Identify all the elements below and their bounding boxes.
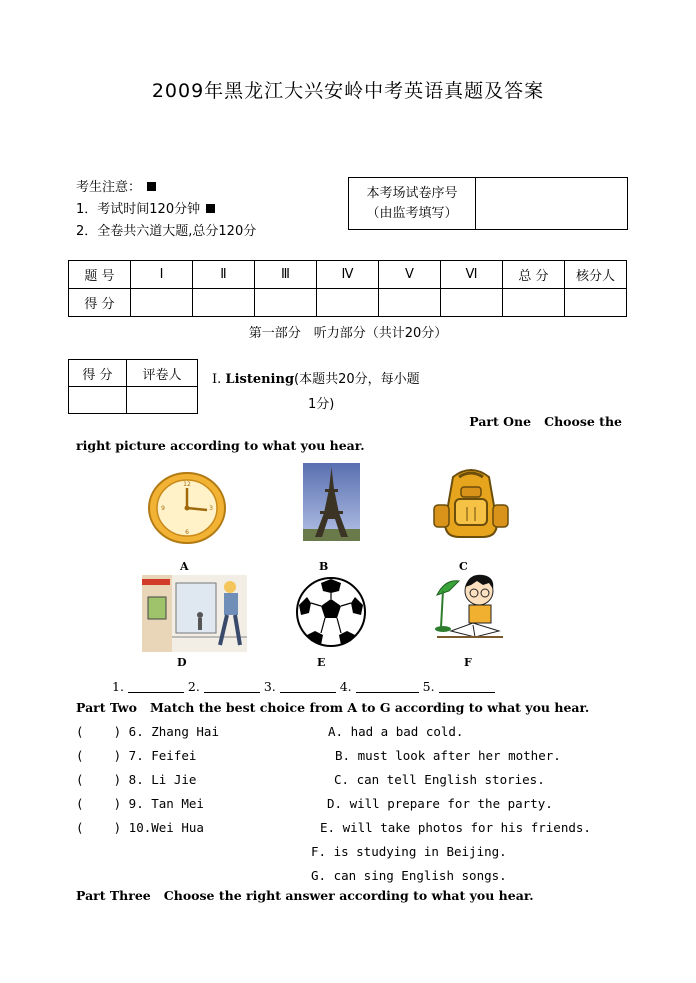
score-table	[68, 260, 627, 317]
part-two-heading: Part Two Match the best choice from A to G according to what you hear.	[76, 700, 590, 715]
score-cell[interactable]	[317, 289, 379, 317]
notes-item-1: 1．考试时间120分钟	[76, 202, 201, 217]
score-cell[interactable]	[193, 289, 255, 317]
question-numeral: Ⅰ.	[212, 372, 222, 387]
svg-text:6: 6	[185, 529, 189, 536]
picture-label: E	[317, 656, 326, 669]
section-heading: 第一部分 听力部分（共计20分）	[248, 326, 448, 341]
match-row-right: A. had a bad cold.	[328, 724, 464, 739]
match-row-right: D. will prepare for the party.	[327, 796, 553, 811]
match-row-left: ( ) 8. Li Jie	[76, 772, 197, 787]
score-header-cell: Ⅲ	[255, 261, 317, 289]
answer-blank-1[interactable]	[128, 692, 184, 693]
svg-text:9: 9	[161, 505, 165, 512]
svg-text:3: 3	[209, 505, 213, 512]
score-cell[interactable]	[441, 289, 503, 317]
backpack-icon	[431, 463, 511, 543]
studying-boy-icon	[433, 571, 505, 643]
answer-blank-5[interactable]	[439, 692, 495, 693]
score-header-cell: Ⅱ	[193, 261, 255, 289]
score-header-cell: Ⅵ	[441, 261, 503, 289]
eiffel-tower-icon	[303, 463, 360, 541]
soccer-ball-icon	[295, 575, 367, 649]
question-desc: (本题共20分，每小题	[294, 372, 420, 387]
grader-score-label: 得 分	[69, 360, 127, 387]
match-row-left: ( ) 6. Zhang Hai	[76, 724, 219, 739]
match-row-right: B. must look after her mother.	[335, 748, 561, 763]
match-row-right: E. will take photos for his friends.	[320, 820, 591, 835]
question-points: 1分)	[308, 397, 335, 412]
notes-heading: 考生注意：	[76, 180, 142, 195]
picture-label: C	[459, 560, 468, 573]
part-one-heading-line1: Part One Choose the	[469, 414, 622, 429]
square-mark-icon	[206, 204, 215, 213]
grader-table	[68, 359, 198, 414]
answer-blank-3[interactable]	[280, 692, 336, 693]
grader-name-label: 评卷人	[127, 360, 198, 387]
picture-label: B	[319, 560, 329, 573]
score-header-cell: Ⅳ	[317, 261, 379, 289]
picture-label: A	[180, 560, 189, 573]
answer-blanks: 1. 2. 3. 4. 5.	[112, 679, 495, 694]
answer-blank-4[interactable]	[356, 692, 419, 693]
exam-notes	[76, 177, 256, 243]
seq-number-cell[interactable]	[476, 178, 628, 230]
score-header-cell: 核分人	[565, 261, 627, 289]
page-title: 2009年黑龙江大兴安岭中考英语真题及答案	[151, 80, 545, 102]
score-cell[interactable]	[503, 289, 565, 317]
part-three-heading: Part Three Choose the right answer according to what you hear.	[76, 888, 534, 903]
match-extra-option: F. is studying in Beijing.	[311, 844, 507, 859]
part-one-heading-line2: right picture according to what you hear.	[76, 438, 365, 453]
question-1-heading	[212, 368, 420, 387]
notes-item-2: 2．全卷共六道大题,总分120分	[76, 224, 257, 239]
score-cell[interactable]	[565, 289, 627, 317]
grader-score-cell[interactable]	[69, 387, 127, 414]
match-row-left: ( ) 10.Wei Hua	[76, 820, 204, 835]
square-mark-icon	[147, 182, 156, 191]
picture-label: D	[177, 656, 187, 669]
question-title: Listening	[225, 372, 295, 387]
score-cell[interactable]	[255, 289, 317, 317]
answer-blank-2[interactable]	[204, 692, 260, 693]
seq-number-box	[348, 177, 628, 230]
street-walk-icon	[142, 575, 247, 652]
score-header-cell: I	[131, 261, 193, 289]
picture-label: F	[464, 656, 472, 669]
clock-icon	[147, 470, 227, 546]
match-row-left: ( ) 7. Feifei	[76, 748, 197, 763]
match-extra-option: G. can sing English songs.	[311, 868, 507, 883]
score-cell[interactable]	[131, 289, 193, 317]
score-cell[interactable]	[379, 289, 441, 317]
svg-text:12: 12	[183, 481, 191, 488]
score-header-cell: Ⅴ	[379, 261, 441, 289]
score-header-cell: 题 号	[69, 261, 131, 289]
score-row-label: 得 分	[69, 289, 131, 317]
match-row-right: C. can tell English stories.	[334, 772, 545, 787]
match-row-left: ( ) 9. Tan Mei	[76, 796, 204, 811]
grader-name-cell[interactable]	[127, 387, 198, 414]
seq-label: 本考场试卷序号 （由监考填写）	[349, 178, 476, 230]
score-header-cell: 总 分	[503, 261, 565, 289]
